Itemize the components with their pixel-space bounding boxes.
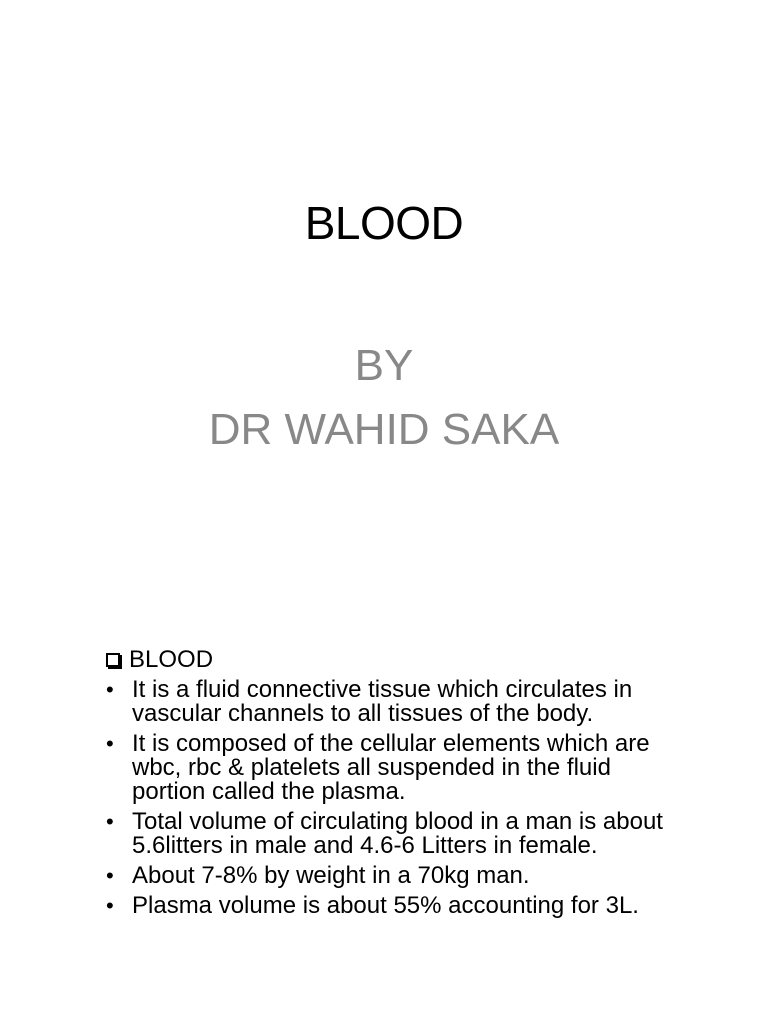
bullet-text: About 7-8% by weight in a 70kg man. [132, 862, 530, 889]
bullet-text: It is composed of the cellular elements which are wbc, rbc & platelets all suspended in the fluid portion called the plasma. [132, 730, 650, 805]
bullet-text: Plasma volume is about 55% accounting for 3L. [132, 892, 639, 919]
subtitle-author: DR WAHID SAKA [208, 405, 560, 454]
bullet-item [104, 864, 684, 888]
bullet-item [104, 678, 684, 726]
bullet-item [104, 732, 684, 804]
subtitle-by: BY [354, 341, 414, 390]
bullet-item [104, 810, 684, 858]
checkbox-bullet-icon [106, 653, 120, 667]
bullet-dot-icon: • [106, 863, 114, 888]
bullet-item [104, 894, 684, 918]
bullet-text: Total volume of circulating blood in a man is about 5.6litters in male and 4.6-6 Litters in female. [132, 808, 663, 859]
bullet-dot-icon: • [106, 731, 114, 756]
bullet-dot-icon: • [106, 677, 114, 702]
bullet-list [104, 678, 684, 918]
section-heading-label: BLOOD [129, 646, 214, 673]
section-heading [104, 648, 684, 672]
bullet-dot-icon: • [106, 809, 114, 834]
slide-content [104, 648, 684, 924]
bullet-text: It is a fluid connective tissue which circulates in vascular channels to all tissues of the body. [132, 676, 633, 727]
bullet-dot-icon: • [106, 893, 114, 918]
slide-title: BLOOD [304, 197, 464, 249]
slide-subtitle [0, 334, 768, 462]
